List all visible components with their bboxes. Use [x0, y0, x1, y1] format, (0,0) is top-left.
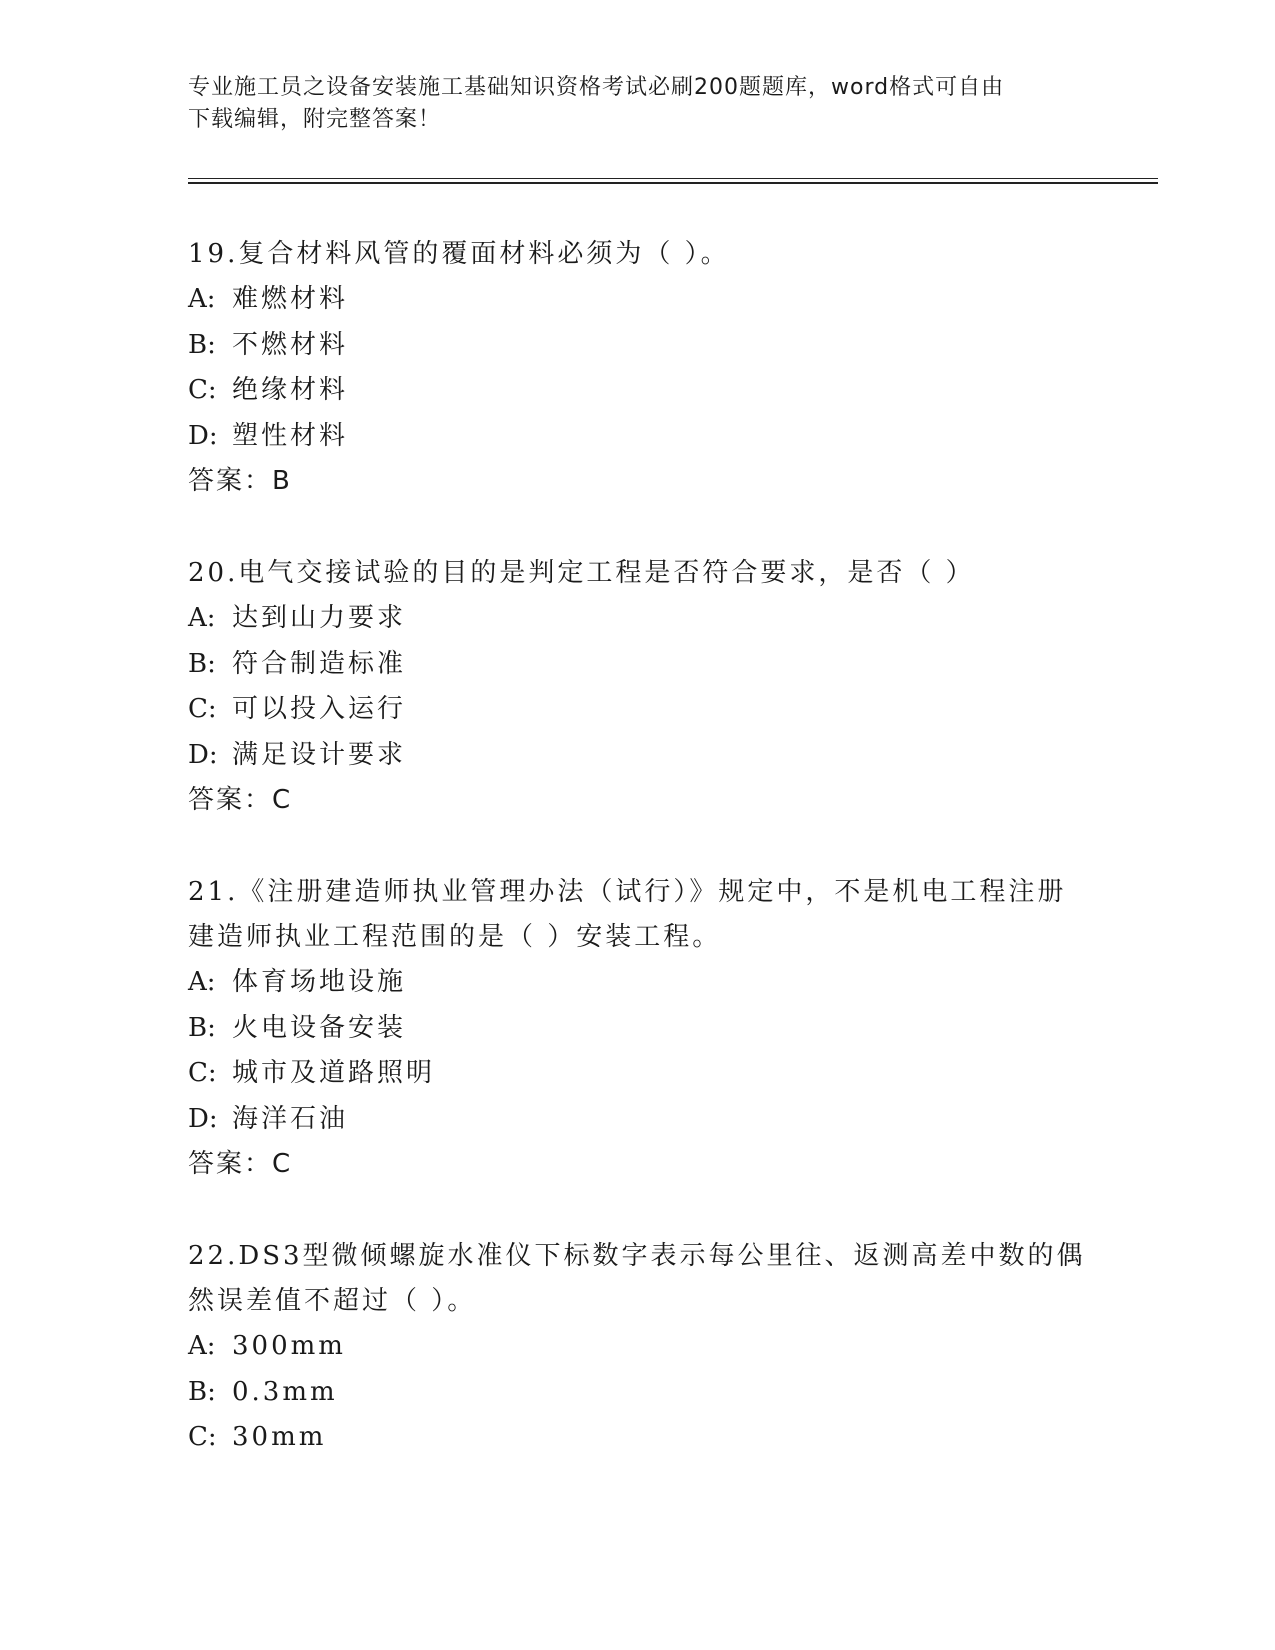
option-b	[188, 642, 1088, 688]
option-text: 火电设备安装	[232, 1012, 407, 1043]
option-text: 符合制造标准	[232, 648, 407, 679]
option-a	[188, 1324, 1088, 1370]
option-d	[188, 414, 1088, 460]
option-c	[188, 368, 1088, 414]
header-line-2: 下载编辑，附完整答案！	[188, 107, 442, 132]
option-c	[188, 1051, 1088, 1097]
option-text: 难燃材料	[232, 284, 349, 314]
document-header	[188, 72, 1088, 136]
option-d	[188, 1097, 1088, 1143]
option-text: 体育场地设施	[232, 967, 407, 997]
option-b	[188, 1370, 1088, 1416]
option-a	[188, 960, 1088, 1006]
option-letter: C:	[188, 694, 217, 724]
option-text: 海洋石油	[232, 1103, 349, 1134]
option-text: 城市及道路照明	[232, 1058, 436, 1088]
answer-line: 答案：C	[188, 1149, 293, 1179]
option-letter: B:	[188, 1012, 216, 1043]
option-text: 30mm	[232, 1422, 327, 1452]
option-letter: A:	[188, 1331, 216, 1361]
option-d	[188, 733, 1088, 779]
header-divider-thin	[188, 178, 1158, 179]
option-c	[188, 687, 1088, 733]
option-b	[188, 323, 1088, 369]
option-text: 绝缘材料	[232, 375, 349, 405]
option-a	[188, 277, 1088, 323]
question-20	[188, 551, 1088, 823]
question-stem: 19.复合材料风管的覆面材料必须为（ ）。	[188, 239, 730, 269]
option-letter: A:	[188, 603, 216, 633]
answer-line: 答案：C	[188, 785, 293, 815]
question-stem-continued: 然误差值不超过（ ）。	[188, 1286, 477, 1316]
option-a	[188, 596, 1088, 642]
option-letter: D:	[188, 420, 218, 451]
option-letter: B:	[188, 1376, 216, 1407]
option-text: 不燃材料	[232, 329, 349, 360]
question-stem: 21.《注册建造师执业管理办法（试行）》规定中，不是机电工程注册	[188, 877, 1067, 907]
question-stem-continued: 建造师执业工程范围的是（ ）安装工程。	[188, 922, 722, 952]
question-stem: 20.电气交接试验的目的是判定工程是否符合要求，是否（ ）	[188, 558, 975, 588]
option-letter: C:	[188, 1058, 217, 1088]
option-text: 可以投入运行	[232, 694, 407, 724]
option-letter: A:	[188, 967, 216, 997]
option-text: 0.3mm	[232, 1376, 338, 1407]
option-letter: B:	[188, 329, 216, 360]
option-letter: D:	[188, 1103, 218, 1134]
option-letter: B:	[188, 648, 216, 679]
header-divider-thick	[188, 182, 1158, 184]
option-letter: C:	[188, 375, 217, 405]
option-text: 300mm	[232, 1331, 346, 1361]
option-text: 塑性材料	[232, 420, 349, 451]
question-21	[188, 870, 1088, 1187]
question-stem: 22.DS3型微倾螺旋水准仪下标数字表示每公里往、返测高差中数的偶	[188, 1241, 1086, 1271]
option-b	[188, 1006, 1088, 1052]
answer-line: 答案：B	[188, 466, 292, 496]
question-19	[188, 232, 1088, 504]
option-letter: A:	[188, 284, 216, 314]
option-letter: C:	[188, 1422, 217, 1452]
option-c	[188, 1415, 1088, 1461]
header-line-1: 专业施工员之设备安装施工基础知识资格考试必刷200题题库，word格式可自由	[188, 75, 1005, 100]
option-text: 满足设计要求	[232, 739, 407, 770]
question-22	[188, 1234, 1088, 1461]
option-text: 达到山力要求	[232, 603, 407, 633]
option-letter: D:	[188, 739, 218, 770]
